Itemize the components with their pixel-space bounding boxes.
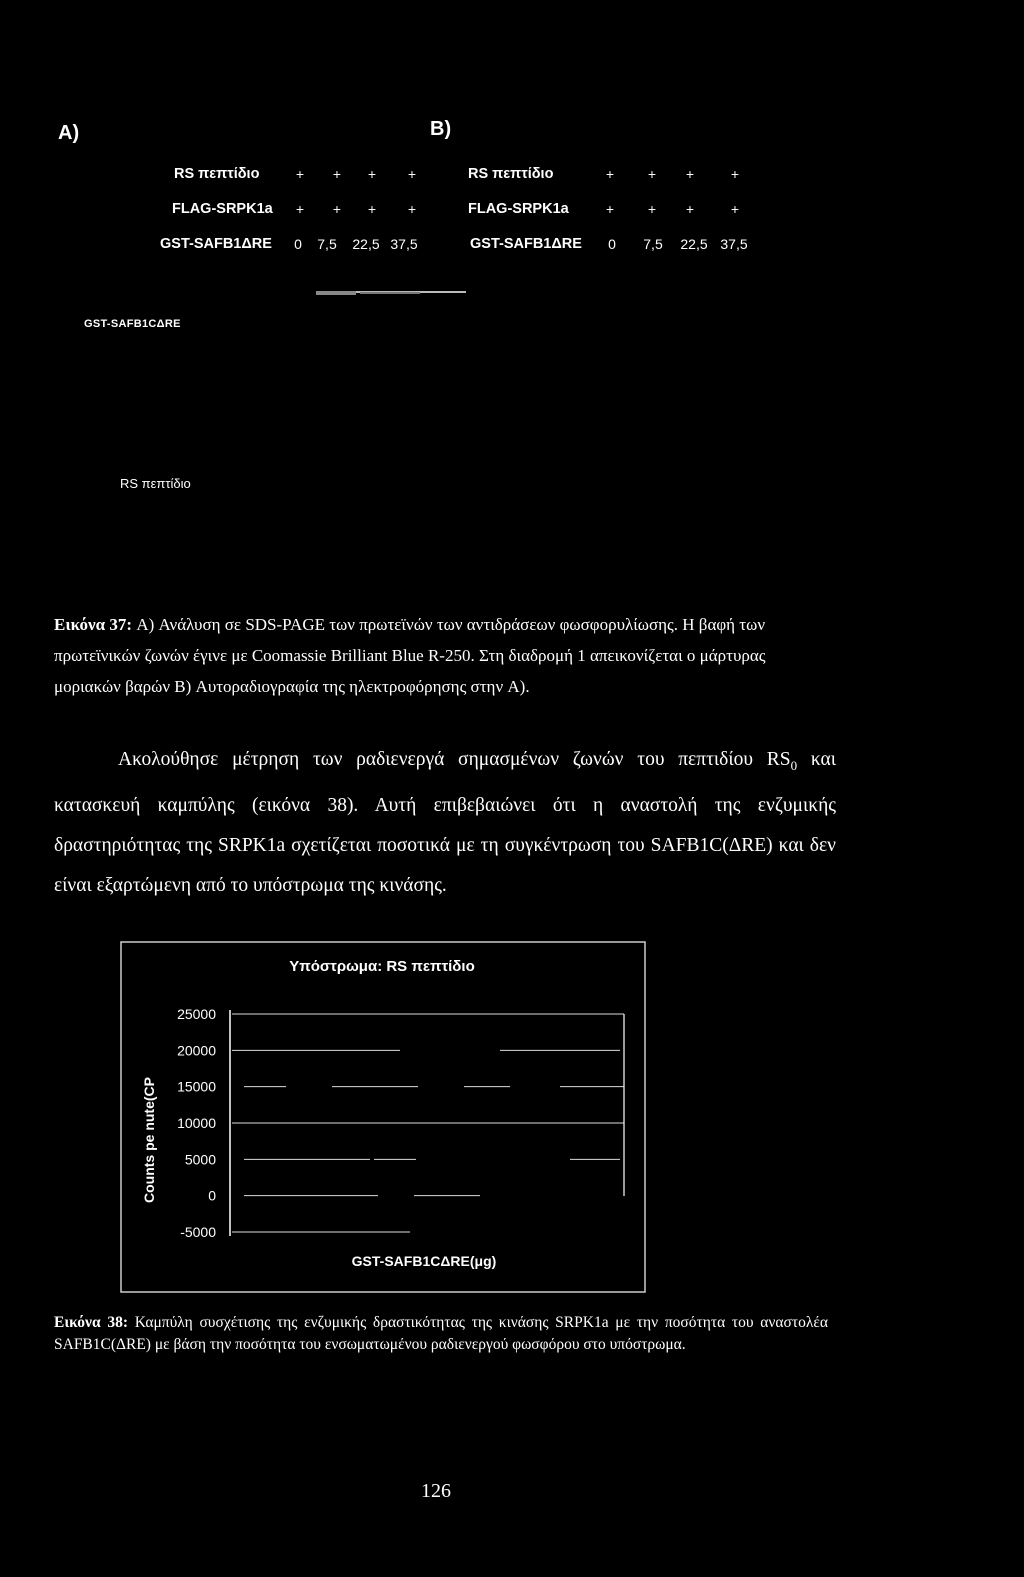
panel-b-label: B): [430, 118, 452, 140]
chart-y-tick-label: 0: [208, 1187, 216, 1204]
band-label-gst: GST-SAFB1CΔRE: [84, 318, 181, 330]
figure-37-caption-prefix: Εικόνα 37:: [54, 615, 133, 634]
body-paragraph: Ακολούθησε μέτρηση των ραδιενεργά σημασμένων ζωνών του πεπτιδίου $RS_0$ και κατασκευή καμπύλης (εικόνα 38). Αυτή επιβεβαιώνει ότι η αναστολή της ενζυμικής δραστηριότητας της SRPK1a σχετίζεται ποσοτικά με τη συγκέντρωση του SAFB1C(ΔRE) και δεν είναι εξαρτώμενη από το υπόστρωμα της κινάσης.: [54, 749, 836, 896]
panel-a-label: A): [58, 122, 80, 144]
chart-y-tick-label: 25000: [177, 1006, 216, 1022]
chart-y-tick-label: 10000: [177, 1115, 216, 1131]
chart-y-axis-label: Counts pe nute(CP: [141, 1077, 157, 1203]
page-number: 126: [421, 1480, 451, 1502]
chart-x-axis-label: GST-SAFB1CΔRE(μg): [351, 1253, 497, 1269]
figure-37-caption-text: A) Ανάλυση σε SDS-PAGE των πρωτεϊνών των αντιδράσεων φωσφορυλίωσης. Η βαφή των πρωτεϊνικών ζωνών έγινε με Coomassie Brilliant Blue R-250. Στη διαδρομή 1 απεικονίζεται ο μάρτυρας μοριακών βαρών B) Αυτοραδιογραφία της ηλεκτροφόρησης στην A).: [54, 615, 766, 696]
chart-y-tick-label: 15000: [177, 1078, 216, 1095]
gel-band-image: [310, 286, 475, 300]
chart-y-tick-label: 5000: [184, 1151, 216, 1168]
figure-38-caption-text: Καμπύλη συσχέτισης της ενζυμικής δραστικότητας της κινάσης SRPK1a με την ποσότητα του αναστολέα SAFB1C(ΔRE) με βάση την ποσότητα του ενσωματωμένου ραδιενεργού φωσφόρου στο υπόστρωμα.: [54, 1314, 828, 1353]
figure-38-caption-prefix: Εικόνα 38:: [54, 1314, 128, 1331]
figure-37-caption: [54, 609, 834, 702]
chart-title: Υπόστρωμα: RS πεπτίδιο: [289, 958, 475, 975]
chart-y-tick-label: 20000: [177, 1042, 216, 1059]
chart-y-tick-label: -5000: [180, 1224, 216, 1240]
band-label-rs: RS πεπτίδιο: [120, 476, 191, 491]
figure-38-caption: [54, 1312, 828, 1356]
figure-38-chart: [120, 940, 646, 1294]
